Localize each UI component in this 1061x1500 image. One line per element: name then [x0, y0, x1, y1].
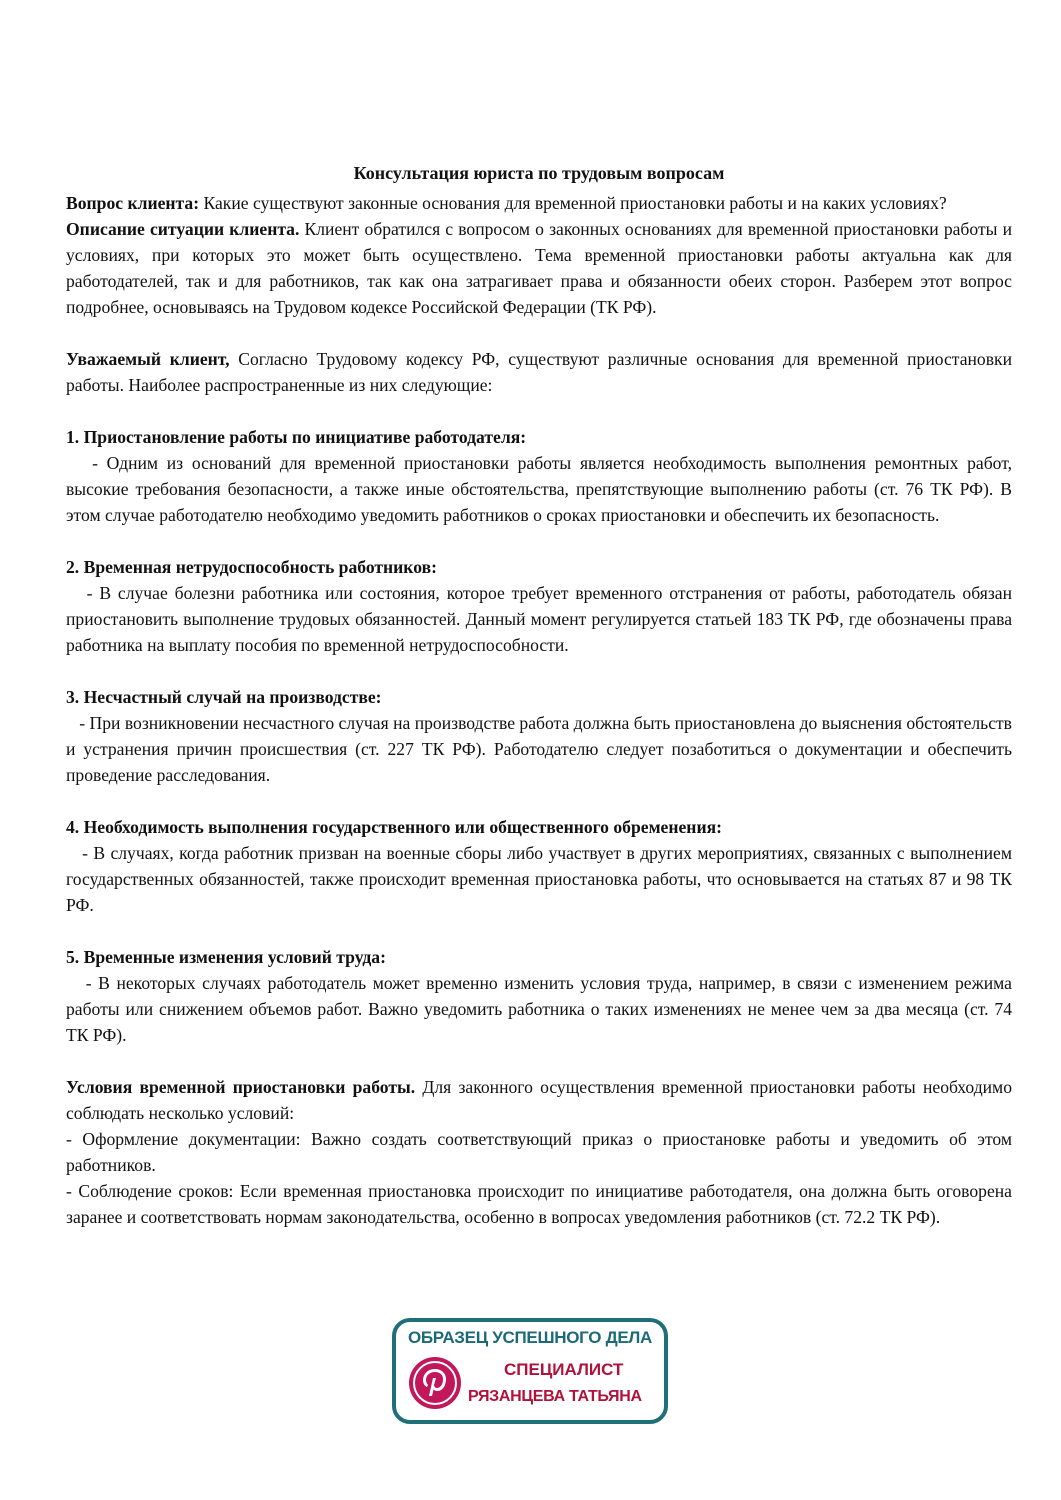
client-question	[66, 190, 1012, 216]
section-heading: 4. Необходимость выполнения государственного или общественного обременения:	[66, 817, 722, 837]
section-1	[66, 424, 1017, 528]
greeting-text: Согласно Трудовому кодексу РФ, существуют различные основания для временной приостановки работы. Наиболее распространенные из них следующие:	[66, 349, 1012, 395]
situation-text: Клиент обратился с вопросом о законных основаниях для временной приостановки работы и условиях, при которых это может быть осуществлено. Тема временной приостановки работы актуальна как для работодателей, так и для работников, так как она затрагивает права и обязанности обеих сторон. Разберем этот вопрос подробнее, основываясь на Трудовом кодексе Российской Федерации (ТК РФ).	[66, 219, 1013, 317]
condition-item: - Соблюдение сроков: Если временная приостановка происходит по инициативе работодателя, она должна быть оговорена заранее и соответствовать нормам законодательства, особенно в вопросах уведомления работников (ст. 72.2 ТК РФ).	[66, 1181, 1012, 1227]
section-3	[66, 684, 1017, 788]
situation-label: Описание ситуации клиента.	[66, 219, 300, 239]
section-heading: 2. Временная нетрудоспособность работников:	[66, 557, 437, 577]
section-5	[66, 944, 1017, 1048]
conditions-label: Условия временной приостановки работы.	[66, 1077, 416, 1097]
section-heading: 1. Приостановление работы по инициативе работодателя:	[66, 427, 527, 447]
stamp-title: ОБРАЗЕЦ УСПЕШНОГО ДЕЛА	[407, 1328, 653, 1347]
stamp-name: РЯЗАНЦЕВА ТАТЬЯНА	[468, 1388, 642, 1405]
greeting-paragraph	[66, 346, 1012, 398]
question-label: Вопрос клиента:	[66, 193, 200, 213]
section-2	[66, 554, 1017, 658]
section-text: - При возникновении несчастного случая на производстве работа должна быть приостановлена до выяснения обстоятельств и устранения причин происшествия (ст. 227 ТК РФ). Работодателю следует позаботиться о документации и обеспечить проведение расследования.	[66, 713, 1017, 785]
document-title: Консультация юриста по трудовым вопросам	[353, 163, 725, 183]
conditions-text: Для законного осуществления временной приостановки работы необходимо соблюдать несколько условий:	[66, 1077, 1012, 1123]
question-text: Какие существуют законные основания для временной приостановки работы и на каких условиях?	[199, 193, 947, 213]
document-page	[66, 160, 1017, 1230]
conditions-paragraph	[66, 1074, 1012, 1126]
section-text: - Одним из оснований для временной приостановки работы является необходимость выполнения ремонтных работ, высокие требования безопасности, а также иные обстоятельства, препятствующие выполнению работы (ст. 76 ТК РФ). В этом случае работодателю необходимо уведомить работников о сроках приостановки и обеспечить их безопасность.	[66, 453, 1017, 525]
section-text: - В некоторых случаях работодатель может временно изменить условия труда, например, в связи с изменением режима работы или снижением объемов работ. Важно уведомить работника о таких изменениях не менее чем за два месяца (ст. 74 ТК РФ).	[66, 973, 1017, 1045]
section-text: - В случаях, когда работник призван на военные сборы либо участвует в других мероприятиях, связанных с выполнением государственных обязанностей, также происходит временная приостановка работы, что основывается на статьях 87 и 98 ТК РФ.	[66, 843, 1017, 915]
stamp-specialist: СПЕЦИАЛИСТ	[504, 1360, 624, 1379]
success-case-stamp	[392, 1318, 668, 1424]
section-text: - В случае болезни работника или состояния, которое требует временного отстранения от работы, работодатель обязан приостановить выполнение трудовых обязанностей. Данный момент регулируется статьей 183 ТК РФ, где обозначены права работника на выплату пособия по временной нетрудоспособности.	[66, 583, 1017, 655]
condition-item: - Оформление документации: Важно создать соответствующий приказ о приостановке работы и уведомить об этом работников.	[66, 1129, 1012, 1175]
section-heading: 3. Несчастный случай на производстве:	[66, 687, 382, 707]
pinterest-icon	[408, 1356, 462, 1410]
section-heading: 5. Временные изменения условий труда:	[66, 947, 386, 967]
greeting-label: Уважаемый клиент,	[66, 349, 230, 369]
section-4	[66, 814, 1017, 918]
client-situation	[66, 216, 1012, 320]
